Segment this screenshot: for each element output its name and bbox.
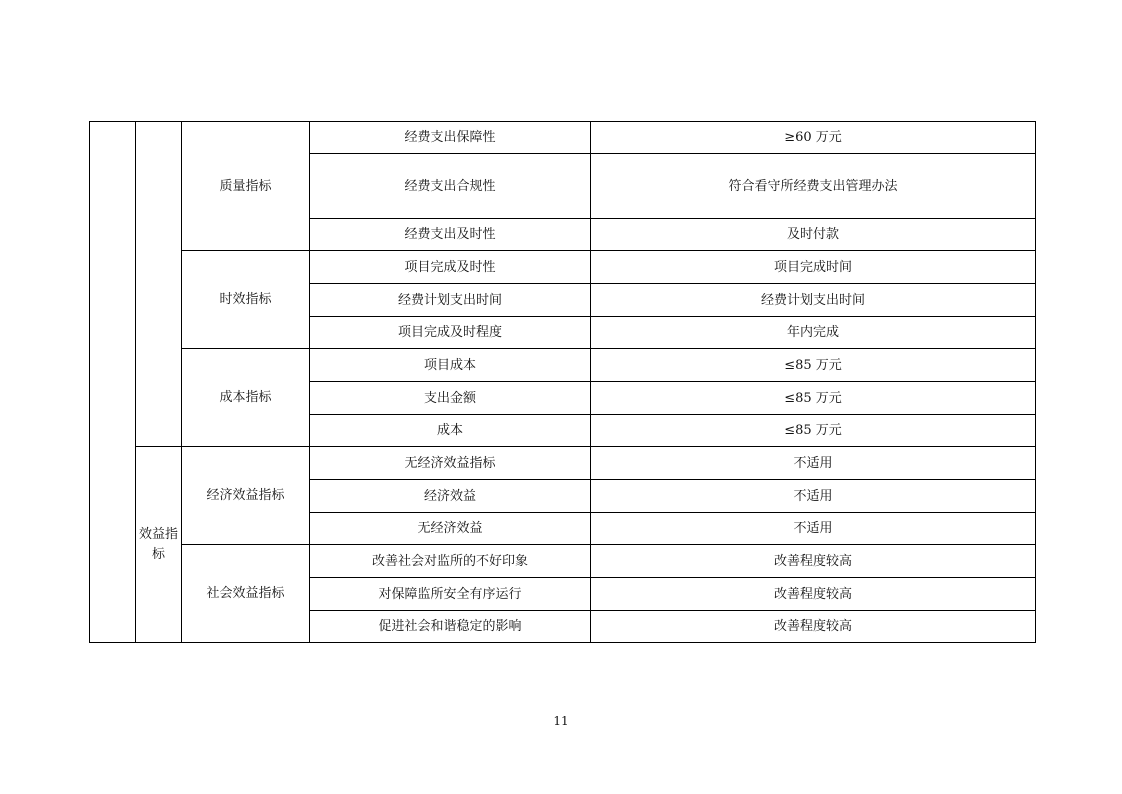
indicator-name: 经济效益 bbox=[310, 480, 591, 513]
indicator-name: 经费支出及时性 bbox=[310, 219, 591, 251]
table-row bbox=[90, 545, 1036, 578]
indicator-name: 经费计划支出时间 bbox=[310, 284, 591, 317]
indicator-value: ≤85 万元 bbox=[591, 382, 1036, 415]
level2-benefit-indicator-cell: 效益指标 bbox=[136, 447, 182, 643]
level2-output-indicator-cell bbox=[136, 122, 182, 447]
indicator-value: ≥60 万元 bbox=[591, 122, 1036, 154]
indicator-name: 项目完成及时程度 bbox=[310, 317, 591, 349]
indicator-name: 经费支出保障性 bbox=[310, 122, 591, 154]
indicator-value: 经费计划支出时间 bbox=[591, 284, 1036, 317]
table-row bbox=[90, 122, 1036, 154]
table-row bbox=[90, 251, 1036, 284]
indicator-value: ≤85 万元 bbox=[591, 415, 1036, 447]
table-row bbox=[90, 447, 1036, 480]
group-label-economic-benefit-indicator: 经济效益指标 bbox=[182, 447, 310, 545]
indicator-name: 对保障监所安全有序运行 bbox=[310, 578, 591, 611]
indicator-value: 改善程度较高 bbox=[591, 578, 1036, 611]
indicator-value: 改善程度较高 bbox=[591, 611, 1036, 643]
indicator-value: 符合看守所经费支出管理办法 bbox=[591, 154, 1036, 219]
group-label-social-benefit-indicator: 社会效益指标 bbox=[182, 545, 310, 643]
indicator-value: 不适用 bbox=[591, 480, 1036, 513]
group-label-cost-indicator: 成本指标 bbox=[182, 349, 310, 447]
indicator-value: ≤85 万元 bbox=[591, 349, 1036, 382]
indicator-name: 促进社会和谐稳定的影响 bbox=[310, 611, 591, 643]
indicator-value: 不适用 bbox=[591, 513, 1036, 545]
indicator-value: 项目完成时间 bbox=[591, 251, 1036, 284]
indicator-name: 项目完成及时性 bbox=[310, 251, 591, 284]
indicator-name: 支出金额 bbox=[310, 382, 591, 415]
indicator-name: 项目成本 bbox=[310, 349, 591, 382]
level1-indicator-cell bbox=[90, 122, 136, 643]
table-row bbox=[90, 349, 1036, 382]
indicator-name: 无经济效益 bbox=[310, 513, 591, 545]
indicator-value: 年内完成 bbox=[591, 317, 1036, 349]
indicator-value: 及时付款 bbox=[591, 219, 1036, 251]
group-label-quality-indicator: 质量指标 bbox=[182, 122, 310, 251]
indicator-value: 不适用 bbox=[591, 447, 1036, 480]
group-label-timeliness-indicator: 时效指标 bbox=[182, 251, 310, 349]
indicator-name: 成本 bbox=[310, 415, 591, 447]
indicator-value: 改善程度较高 bbox=[591, 545, 1036, 578]
performance-indicator-table bbox=[89, 121, 1036, 643]
indicator-name: 无经济效益指标 bbox=[310, 447, 591, 480]
indicator-name: 经费支出合规性 bbox=[310, 154, 591, 219]
page-number: 11 bbox=[553, 714, 569, 728]
indicator-name: 改善社会对监所的不好印象 bbox=[310, 545, 591, 578]
